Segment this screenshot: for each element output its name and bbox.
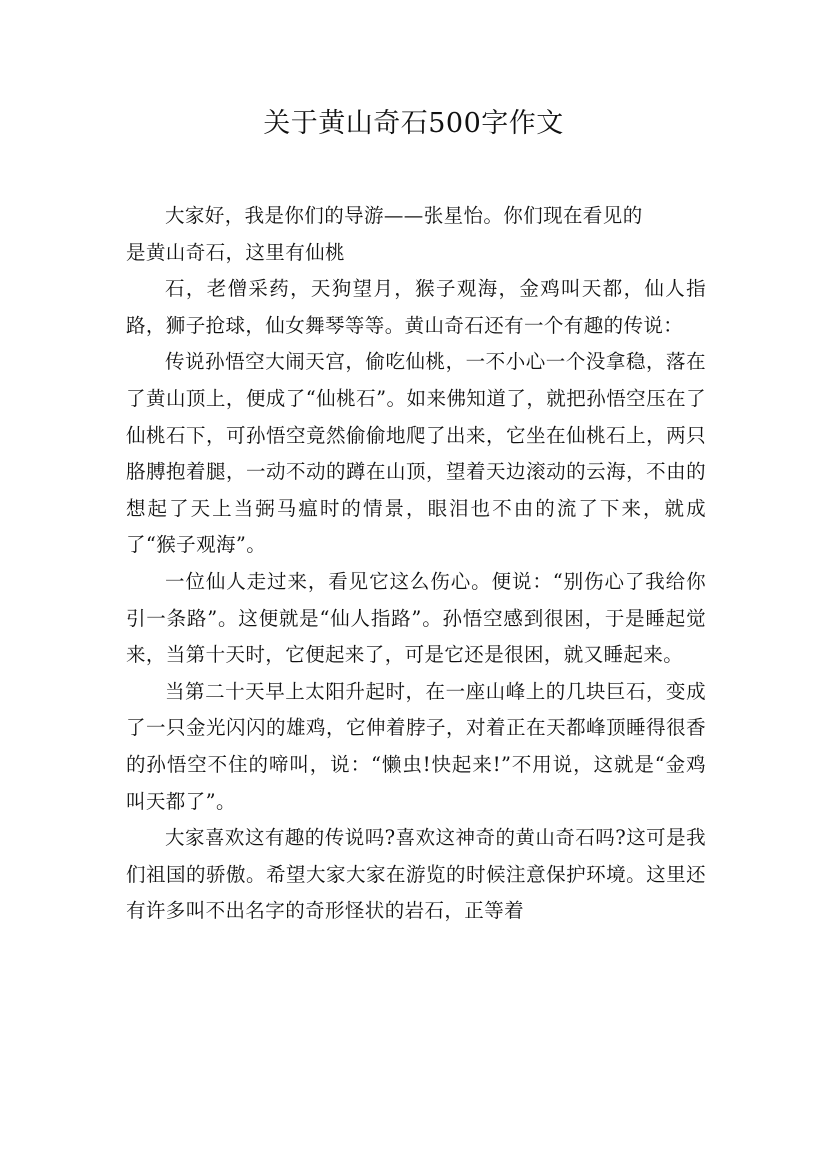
article-body <box>126 198 706 930</box>
paragraph-golden-rooster: 当第二十天早上太阳升起时，在一座山峰上的几块巨石，变成了一只金光闪闪的雄鸡，它伸着脖子，对着正在天都峰顶睡得很香的孙悟空不住的啼叫，说：“懒虫!快起来!”不用说，这就是“金鸡叫天都了”。 <box>126 679 706 813</box>
document-title: 关于黄山奇石500字作文 <box>263 108 564 139</box>
paragraph-stone-list: 石，老僧采药，天狗望月，猴子观海，金鸡叫天都，仙人指路，狮子抢球，仙女舞琴等等。黄山奇石还有一个有趣的传说： <box>126 277 706 337</box>
paragraph-greeting: 大家好，我是你们的导游——张星怡。你们现在看见的 <box>165 204 643 227</box>
paragraph-legend: 传说孙悟空大闹天宫，偷吃仙桃，一不小心一个没拿稳，落在了黄山顶上，便成了“仙桃石”。如来佛知道了，就把孙悟空压在了仙桃石下，可孙悟空竟然偷偷地爬了出来，它坐在仙桃石上，两只胳膊抱着腿，一动不动的蹲在山顶，望着天边滚动的云海，不由的想起了天上当弼马瘟时的情景，眼泪也不由的流了下来，就成了“猴子观海”。 <box>126 350 706 557</box>
paragraph-immortal: 一位仙人走过来，看见它这么伤心。便说：“别伤心了我给你引一条路”。这便就是“仙人指路”。孙悟空感到很困，于是睡起觉来，当第十天时，它便起来了，可是它还是很困，就又睡起来。 <box>126 569 706 667</box>
paragraph-greeting-continued: 是黄山奇石，这里有仙桃 <box>126 240 345 264</box>
paragraph-closing: 大家喜欢这有趣的传说吗?喜欢这神奇的黄山奇石吗?这可是我们祖国的骄傲。希望大家大家在游览的时候注意保护环境。这里还有许多叫不出名字的奇形怪状的岩石，正等着 <box>126 826 707 923</box>
